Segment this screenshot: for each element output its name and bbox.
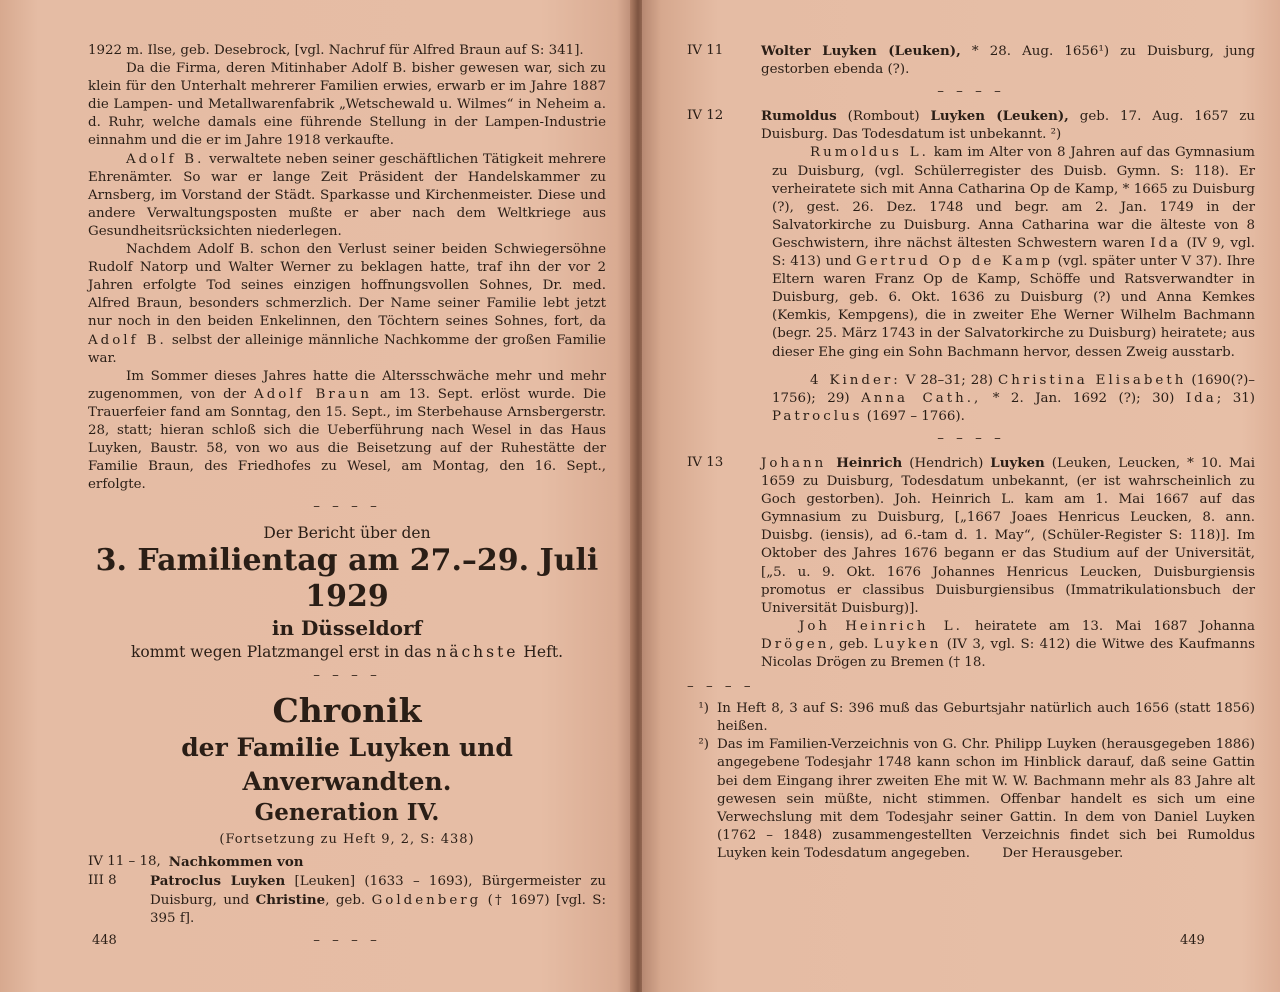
separator: – – – –: [313, 933, 381, 949]
text: (IV 3, vgl. S: 412) die Witwe des Kaufmanns Nicolas Drögen zu Bremen († 18.: [761, 636, 1255, 670]
entry-iii-8: [88, 872, 606, 928]
name-spaced: Adolf B.: [88, 332, 167, 348]
name-spaced: Anna Cath.,: [861, 390, 982, 406]
entry-text: (Rombout): [836, 109, 931, 125]
entry-number: IV 11: [687, 43, 724, 58]
paragraph-3: [88, 151, 606, 241]
generation-heading: Generation IV.: [254, 798, 440, 826]
entry-iv-11: [687, 42, 1255, 79]
postponed-note-spaced: nächste: [436, 642, 519, 661]
editor-signature: Der Herausgeber.: [1002, 845, 1124, 861]
paragraph-3-text: verwaltete neben seiner geschäftlichen Tätigkeit mehrere Ehrenämter. So war er lange Zeit Präsident der Handelskammer zu Arnsberg, im Vorstand der Städt. Sparkasse und Kirchenmeister. Diese und andere Verwaltungsposten mußte er aber nach dem Weltkriege aus Gesundheitsrücksichten niederlegen.: [88, 151, 606, 239]
paragraph-5-text-a: Im Sommer dieses Jahres hatte die Altersschwäche mehr und mehr zugenommen, von der: [88, 368, 606, 402]
name-spaced: Johann: [761, 455, 837, 471]
continuation-note: (Fortsetzung zu Heft 9, 2, S: 438): [219, 831, 475, 847]
text: heiratete am 13. Mai 1687 Johanna: [962, 618, 1255, 634]
name-spaced: Adolf Braun: [254, 386, 372, 402]
entry-number: IV 13: [687, 454, 724, 470]
chronik-title: Chronik: [272, 690, 422, 730]
text: (vgl. später unter V 37). Ihre Eltern waren Franz Op de Kamp, Schöffe und Ratsverwandter in Duisburg, geb. 6. Okt. 1636 zu Duisburg (?) und Anna Kemkes (Kemkis, Kempgens), die in zweiter Ehe Werner Wilhelm Bachmann (begr. 25. März 1743 in der Salvatorkirche zu Duisburg) heiratete; aus dieser Ehe ging ein Sohn Bachmann hervor, dessen Zweig ausstarb.: [772, 254, 1255, 360]
paragraph-2: Da die Firma, deren Mitinhaber Adolf B. bisher gewesen war, sich zu klein für den Unterhalt mehrerer Familien erwies, erwarb er im Jahre 1887 die Lampen- und Metallwarenfabrik „Wetschewald u. Wilmes“ in Neheim a. d. Ruhr, welche damals eine führende Stellung in der Lampen-Industrie einnahm und die er im Jahre 1918 verkaufte.: [88, 61, 606, 149]
name-spaced: Ida: [1185, 390, 1217, 406]
entry-number: IV 11 – 18,: [88, 853, 161, 869]
footnote-text: In Heft 8, 3 auf S: 396 muß das Geburtsjahr natürlich auch 1656 (statt 1856) heißen.: [717, 701, 1255, 735]
name-spaced: Christina Elisabeth: [997, 372, 1187, 388]
entry-body: [761, 42, 1255, 79]
entry-body: [169, 853, 606, 872]
text: (1690(?)–1756); 29): [772, 372, 1255, 406]
name-spaced: Gertrud Op de Kamp: [856, 254, 1054, 270]
name-spaced: Joh Heinrich L.: [799, 618, 963, 634]
page-number: 448: [92, 933, 117, 948]
footnote-marker: ¹): [698, 701, 709, 717]
left-column: [88, 42, 606, 956]
entry-iv-12-details: [687, 144, 1255, 425]
person-name: Christine: [255, 891, 326, 908]
footnote-text: [717, 736, 1255, 863]
entry-iv-13: [687, 454, 1255, 672]
postponed-note: [88, 641, 606, 663]
children-list: [772, 372, 1255, 426]
entry-text: , geb.: [325, 892, 372, 908]
separator: – – – –: [313, 667, 381, 683]
person-name: Patroclus Luyken: [150, 872, 286, 889]
page-number: 449: [1180, 933, 1205, 948]
person-name: Luyken: [990, 454, 1045, 471]
left-page: [0, 0, 636, 992]
separator: – – – –: [313, 499, 381, 515]
person-name-spaced: Goldenberg: [371, 892, 482, 908]
right-page: [642, 0, 1280, 992]
entry-number: IV 12: [687, 108, 724, 124]
name-spaced: Ida: [1150, 235, 1182, 251]
person-name: Rumoldus: [761, 108, 837, 125]
person-name: Heinrich: [836, 454, 903, 471]
name-spaced: Patroclus: [772, 408, 863, 424]
heinrich-marriage: [761, 618, 1255, 672]
paragraph-4-text-a: Nachdem Adolf B. schon den Verlust seiner beiden Schwiegersöhne Rudolf Natorp und Walter Werner zu beklagen hatte, traf ihn der vor 2 Jahren erfolgte Tod seines einzigen hoffnungsvollen Sohnes, Dr. med. Alfred Braun, besonders schmerzlich. Der Name seiner Familie lebt jetzt nur noch in den beiden Enkelinnen, den Töchtern seines Sohnes, fort, da: [88, 242, 606, 330]
children-label: 4 Kinder:: [810, 372, 901, 388]
paragraph-5-text-c: am 13. Sept. erlöst wurde. Die Trauerfeier fand am Sonntag, den 15. Sept., im Sterbehause Arnsbergerstr. 28, statt; hieran schloß sich die Ueberführung nach Wesel in das Haus Luyken, Baustr. 58, von wo aus die Beisetzung auf der Ruhestätte der Familie Braun, des Friedhofes zu Wesel, am Montag, den 16. Sept., erfolgte.: [88, 386, 606, 493]
chronik-subtitle: der Familie Luyken und Anverwandten.: [181, 732, 513, 796]
entry-heading: Nachkommen von: [168, 853, 304, 870]
entry-text: [Leuken] (1633 – 1693), Bürgermeister zu Duisburg, und: [150, 873, 606, 908]
separator: – – – –: [937, 84, 1005, 100]
text: kam im Alter von 8 Jahren auf das Gymnasium zu Duisburg, (vgl. Schülerregister des Duisb. Gymn. S: 118). Er verheiratete sich mit Anna Catharina Op de Kamp, * 1665 zu Duisburg (?), gest. 26. Dez. 1748 und begr. am 2. Jan. 1749 in der Salvatorkirche zu Duisburg. Anna Catharina war die älteste von 8 Geschwistern, ihre nächst ältesten Schwestern waren: [772, 145, 1255, 251]
entry-body: [150, 872, 606, 928]
person-name: Luyken (Leuken),: [930, 108, 1069, 125]
entry-body: [761, 454, 1255, 672]
entry-iv-12: [687, 107, 1255, 144]
person-name: Wolter Luyken (Leuken),: [761, 43, 961, 59]
footnote-marker: ²): [698, 737, 709, 753]
text: (Leuken, Leucken, * 10. Mai 1659 zu Duisburg, Todesdatum unbekannt, (er ist wahrscheinlich zu Goch gestorben). Joh. Heinrich L. kam am 1. Mai 1667 auf das Gymnasium zu Duisburg, [„1667 Joaes Henricus Leucken, 8. ann. Duisbg. (iensis), ad 6.-tam d. 1. May“, (Schüler-Register S: 118)]. Im Oktober des Jahres 1676 begann er das Studium auf der Universität, [„5. u. 9. Okt. 1676 Johannes Henricus Leucken, Duisburgiensis promotus er classibus Duisburgiensibus (Immatrikulationsbuch der Universität Duisburg)].: [761, 455, 1256, 616]
text: (Hendrich): [902, 455, 991, 471]
rumoldus-paragraph: [772, 144, 1255, 361]
paragraph-1: 1922 m. Ilse, geb. Desebrock, [vgl. Nachruf für Alfred Braun auf S: 341].: [88, 43, 584, 58]
paragraph-4-text-c: selbst der alleinige männliche Nachkomme der großen Familie war.: [88, 332, 606, 366]
footnote-body: Das im Familien-Verzeichnis von G. Chr. Philipp Luyken (herausgegeben 1886) angegebene Todesjahr 1748 kann schon im Hinblick darauf, daß seine Gattin bei dem Eingang ihrer zweiten Ehe mit W. W. Bachmann mehr als 83 Jahre alt gewesen sein müßte, nicht stimmen. Offenbar handelt es sich um eine Verwechslung mit dem Todesjahr seiner Gattin. In dem von Daniel Luyken (1762 – 1848) zusammengestellten Verzeichnis findet sich bei Rumoldus Luyken kein Todesdatum angegeben.: [717, 737, 1255, 861]
report-heading: Der Bericht über den: [263, 524, 431, 543]
familientag-location: in Düsseldorf: [271, 615, 423, 640]
name-spaced: Adolf B.: [126, 151, 205, 167]
name-spaced: Luyken: [873, 636, 942, 652]
footnote-separator: – – – –: [687, 679, 755, 695]
entry-text: geb. 17. Aug. 1657 zu Duisburg. Das Todesdatum ist unbekannt. ²): [761, 109, 1255, 143]
footnote-1: [687, 700, 1255, 736]
text: , geb.: [829, 636, 874, 652]
entry-text: († 1697) [vgl. S: 395 f].: [150, 892, 606, 926]
paragraph-5: [88, 368, 606, 495]
text: * 2. Jan. 1692 (?); 30): [981, 390, 1186, 406]
postponed-note-a: kommt wegen Platzmangel erst in das: [130, 642, 437, 661]
text: V 28–31; 28): [900, 372, 998, 388]
entry-iv-11-18: [88, 853, 606, 872]
name-spaced: Drögen: [761, 636, 830, 652]
entry-text: * 28. Aug. 1656¹) zu Duisburg, jung gestorben ebenda (?).: [761, 44, 1255, 78]
text: (IV 9, vgl. S: 413) und: [772, 235, 1255, 270]
separator: – – – –: [937, 430, 1005, 446]
entry-number: III 8: [88, 872, 117, 888]
footnote-2: [687, 736, 1255, 863]
name-spaced: Rumoldus L.: [810, 145, 929, 161]
text: ; 31): [1216, 390, 1256, 406]
right-column: [687, 42, 1255, 863]
text: (1697 – 1766).: [862, 408, 965, 424]
entry-body: [761, 107, 1255, 144]
postponed-note-c: Heft.: [518, 642, 563, 661]
familientag-title: 3. Familientag am 27.–29. Juli 1929: [95, 542, 599, 614]
paragraph-4: [88, 241, 606, 368]
